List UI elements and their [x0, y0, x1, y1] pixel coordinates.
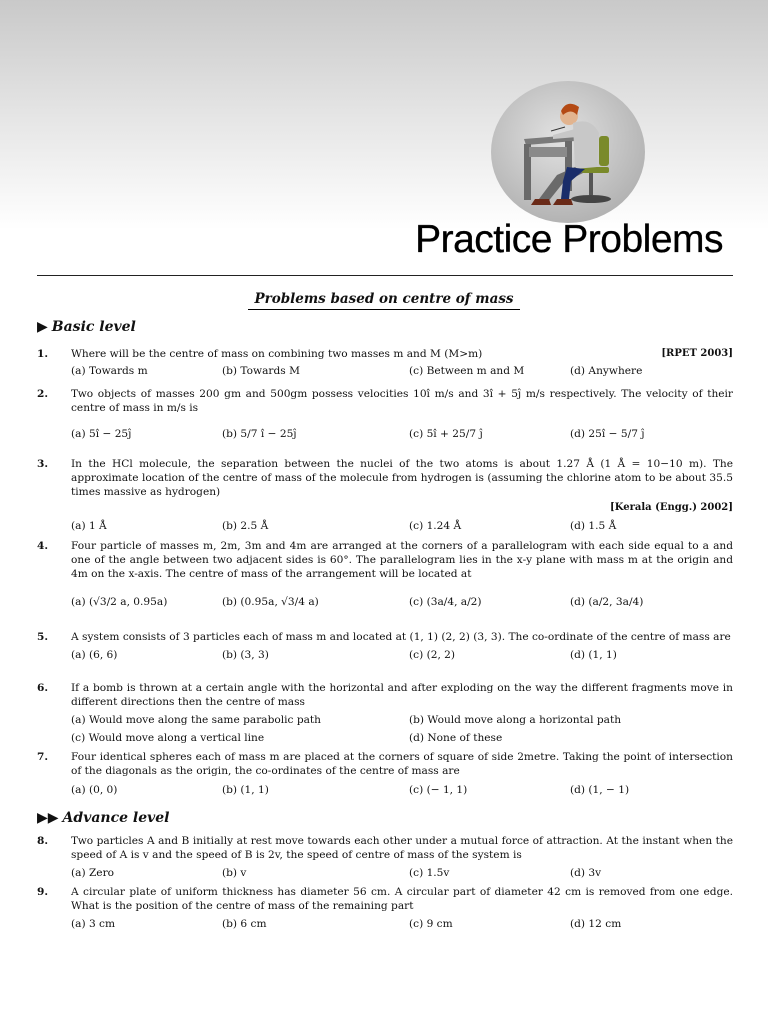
question-2	[37, 387, 733, 447]
question-text: If a bomb is thrown at a certain angle with the horizontal and after exploding on the way the different fragments move in different directions then the centre of mass	[71, 682, 733, 708]
option-c[interactable]: (c) (2, 2)	[409, 649, 456, 661]
option-d[interactable]: (d) 12 cm	[570, 918, 622, 930]
option-c[interactable]: (c) 1.24 Å	[409, 520, 462, 532]
option-c[interactable]: (c) Between m and M	[409, 365, 525, 377]
option-c[interactable]: (c) 5î + 25/7 ĵ	[409, 428, 483, 440]
question-7	[37, 750, 733, 797]
option-c[interactable]: (c) 1.5v	[409, 867, 450, 879]
option-d[interactable]: (d) 25î − 5/7 ĵ	[570, 428, 645, 440]
question-number: 2.	[37, 388, 49, 400]
section-title-text: Problems based on centre of mass	[248, 291, 519, 310]
option-d[interactable]: (d) 3v	[570, 867, 602, 879]
option-a[interactable]: (a) Zero	[71, 867, 115, 879]
basic-level-heading	[37, 319, 136, 335]
question-text: Four identical spheres each of mass m are placed at the corners of square of side 2metre. Taking the point of intersection of the diagonals as the origin, the co-ordinates of the centre of mass are	[71, 751, 733, 777]
option-b[interactable]: (b) 5/7 î − 25ĵ	[222, 428, 297, 440]
question-text: Where will be the centre of mass on combining two masses m and M (M>m)	[71, 348, 483, 360]
option-b[interactable]: (b) 6 cm	[222, 918, 267, 930]
question-9	[37, 885, 733, 931]
option-c[interactable]: (c) 9 cm	[409, 918, 453, 930]
option-c[interactable]: (c) (− 1, 1)	[409, 784, 468, 796]
question-number: 8.	[37, 835, 49, 847]
advance-level-label: Advance level	[62, 810, 170, 826]
double-play-triangle-icon: ▶▶	[37, 810, 59, 826]
source-tag: [Kerala (Engg.) 2002]	[610, 502, 733, 513]
option-a[interactable]: (a) (√3/2 a, 0.95a)	[71, 596, 168, 608]
option-d[interactable]: (d) (a/2, 3a/4)	[570, 596, 644, 608]
velocity-2: 3î + 5ĵ m/s	[482, 388, 545, 400]
person-writing-at-desk-icon	[491, 81, 645, 224]
option-b[interactable]: (b) Would move along a horizontal path	[409, 714, 622, 726]
question-text-rest: respectively. The velocity of their centre of mass in m/s is	[71, 388, 733, 414]
question-text: In the HCl molecule, the separation between the nuclei of the two atoms is about 1.27 Å (1 Å = 10−10 m). The approximate location of the centre of mass of the molecule from hydrogen is (assuming the chlorine atom to be about 35.5 times massive as hydrogen)	[71, 458, 733, 498]
option-a[interactable]: (a) (0, 0)	[71, 784, 118, 796]
option-b[interactable]: (b) v	[222, 867, 247, 879]
question-text-and: and	[458, 388, 479, 400]
option-c[interactable]: (c) Would move along a vertical line	[71, 732, 265, 744]
basic-level-label: Basic level	[51, 319, 136, 335]
option-d[interactable]: (d) 1.5 Å	[570, 520, 617, 532]
question-number: 3.	[37, 458, 49, 470]
option-d[interactable]: (d) Anywhere	[570, 365, 643, 377]
page-title: Practice Problems	[415, 218, 723, 261]
option-b[interactable]: (b) 2.5 Å	[222, 520, 269, 532]
option-b[interactable]: (b) (1, 1)	[222, 784, 269, 796]
question-number: 5.	[37, 631, 49, 643]
question-3	[37, 457, 733, 533]
option-b[interactable]: (b) Towards M	[222, 365, 300, 377]
option-a[interactable]: (a) 1 Å	[71, 520, 107, 532]
question-1	[37, 347, 733, 378]
question-4	[37, 539, 733, 615]
question-number: 7.	[37, 751, 49, 763]
source-tag: [RPET 2003]	[661, 348, 733, 359]
question-text: A system consists of 3 particles each of mass m and located at (1, 1) (2, 2) (3, 3). The co-ordinate of the centre of mass are	[71, 631, 731, 643]
option-c[interactable]: (c) (3a/4, a/2)	[409, 596, 482, 608]
option-a[interactable]: (a) 3 cm	[71, 918, 116, 930]
option-a[interactable]: (a) (6, 6)	[71, 649, 118, 661]
question-5	[37, 630, 733, 662]
question-number: 1.	[37, 348, 49, 360]
question-8	[37, 834, 733, 880]
question-text: Four particle of masses m, 2m, 3m and 4m are arranged at the corners of a parallelogram with each side equal to a and one of the angle between two adjacent sides is 60°. The parallelogram lies in the x-y plane with mass m at the origin and 4m on the x-axis. The centre of mass of the arrangement will be located at	[71, 540, 733, 580]
option-a[interactable]: (a) 5î − 25ĵ	[71, 428, 132, 440]
question-text: A circular plate of uniform thickness has diameter 56 cm. A circular part of diameter 42 cm is removed from one edge. What is the position of the centre of mass of the remaining part	[71, 886, 733, 912]
option-d[interactable]: (d) None of these	[409, 732, 503, 744]
question-number: 6.	[37, 682, 49, 694]
option-a[interactable]: (a) Towards m	[71, 365, 148, 377]
question-text: Two particles A and B initially at rest move towards each other under a mutual force of attraction. At the instant when the speed of A is v and the speed of B is 2v, the speed of centre of mass of the system is	[71, 835, 733, 861]
question-number: 9.	[37, 886, 49, 898]
question-number: 4.	[37, 540, 49, 552]
title-divider	[37, 275, 733, 276]
option-a[interactable]: (a) Would move along the same parabolic path	[71, 714, 321, 726]
velocity-1: 10î m/s	[413, 388, 454, 400]
option-d[interactable]: (d) (1, 1)	[570, 649, 617, 661]
question-6	[37, 681, 733, 745]
section-title	[0, 291, 768, 307]
option-b[interactable]: (b) (0.95a, √3/4 a)	[222, 596, 319, 608]
option-d[interactable]: (d) (1, − 1)	[570, 784, 630, 796]
option-b[interactable]: (b) (3, 3)	[222, 649, 269, 661]
play-triangle-icon: ▶	[37, 319, 48, 335]
question-text: Two objects of masses 200 gm and 500gm possess velocities	[71, 388, 409, 400]
advance-level-heading	[37, 810, 169, 826]
